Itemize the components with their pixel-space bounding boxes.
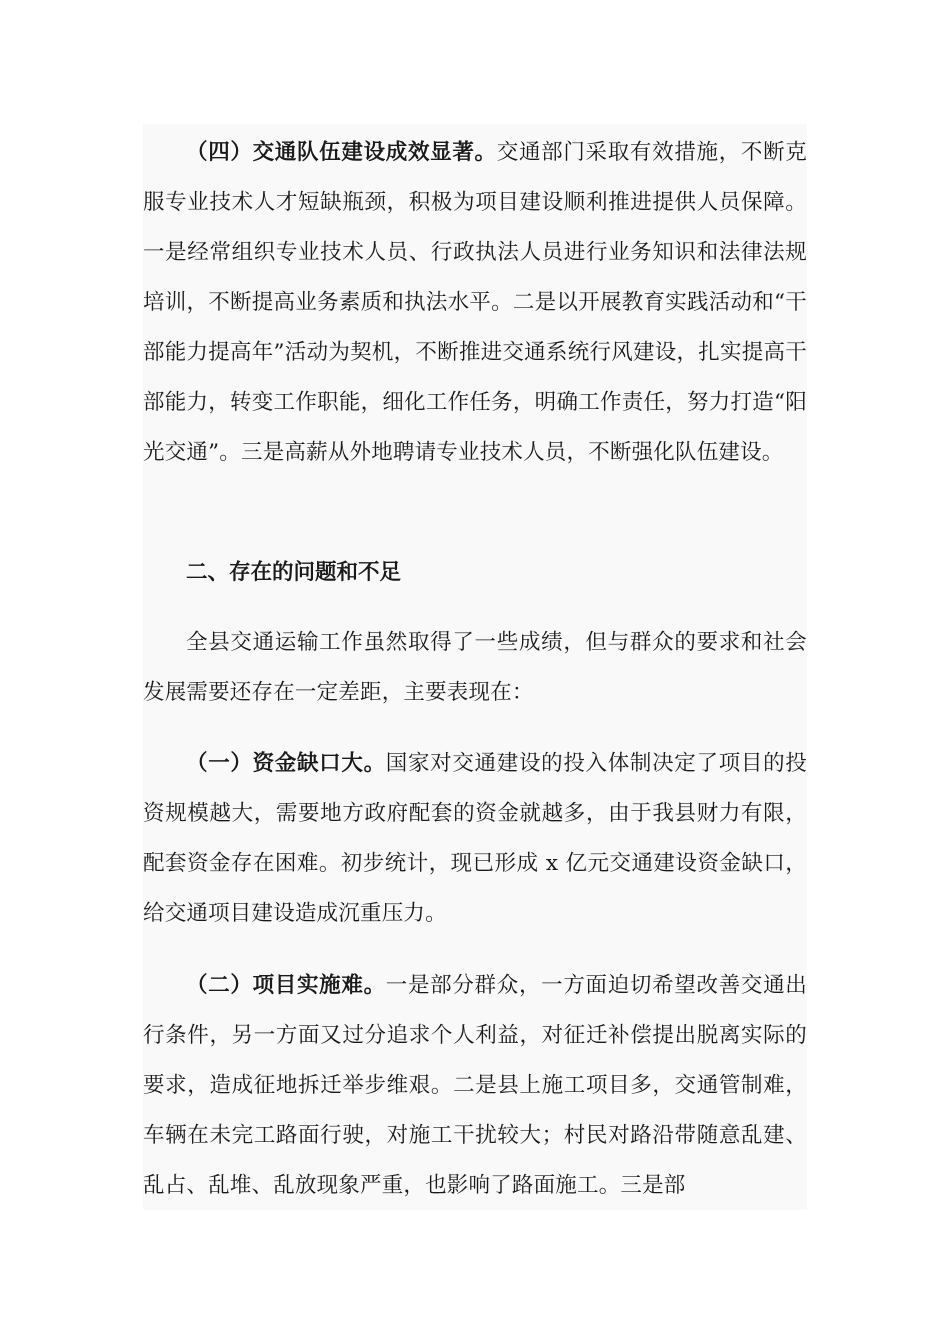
paragraph-implementation [143,961,807,1211]
paragraph-text: 交通部门采取有效措施，不断克服专业技术人才短缺瓶颈，积极为项目建设顺利推进提供人员保障。一是经常组织专业技术人员、行政执法人员进行业务知识和法律法规培训，不断提高业务素质和执法水平。二是以开展教育实践活动和“干部能力提高年”活动为契机，不断推进交通系统行风建设，扎实提高干部能力，转变工作职能，细化工作任务，明确工作责任，努力打造“阳光交通”。三是高薪从外地聘请专业技术人员，不断强化队伍建设。 [143,140,807,465]
paragraph-text: 一是部分群众，一方面迫切希望改善交通出行条件，另一方面又过分追求个人利益，对征迁补偿提出脱离实际的要求，造成征地拆迁举步维艰。二是县上施工项目多，交通管制难，车辆在未完工路面行驶，对施工干扰较大；村民对路沿带随意乱建、乱占、乱堆、乱放现象严重，也影响了路面施工。三是部 [143,973,807,1198]
paragraph-overview [143,618,807,718]
paragraph-text: 国家对交通建设的投入体制决定了项目的投资规模越大，需要地方政府配套的资金就越多，由于我县财力有限，配套资金存在困难。初步统计，现已形成 x 亿元交通建设资金缺口，给交通项目建设造成沉重压力。 [143,751,807,926]
paragraph-lead: （一）资金缺口大。 [186,751,386,776]
document-body [143,124,807,1210]
section-heading: 二、存在的问题和不足 [186,560,402,585]
paragraph-team-building [143,128,807,478]
paragraph-text: 全县交通运输工作虽然取得了一些成绩，但与群众的要求和社会发展需要还存在一定差距，主要表现在： [143,630,807,705]
paragraph-lead: （四）交通队伍建设成效显著。 [186,140,497,165]
paragraph-funding-gap [143,739,807,939]
paragraph-lead: （二）项目实施难。 [186,973,386,998]
